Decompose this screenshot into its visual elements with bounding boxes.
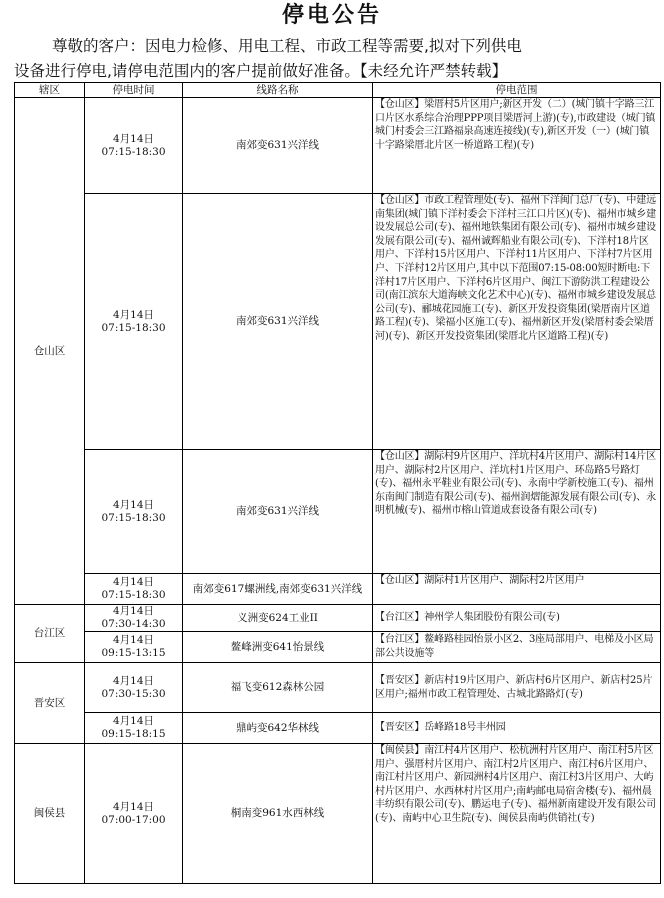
outage-date: 4月14日 (112, 498, 155, 511)
table-row (15, 450, 661, 574)
header-range: 停电范围 (373, 83, 661, 98)
time-cell (85, 98, 183, 194)
district-cell: 仓山区 (15, 98, 85, 605)
table-header-row (15, 83, 661, 98)
line-name-cell: 福飞变612森林公园 (183, 663, 373, 713)
line-name-cell: 南郊变631兴洋线 (183, 194, 373, 450)
page-title: 停电公告 (281, 3, 382, 28)
outage-date: 4月14日 (112, 605, 155, 617)
line-name-cell: 南郊变617螺洲线,南郊变631兴洋线 (183, 574, 373, 605)
time-cell (85, 663, 183, 713)
line-name-cell: 鳌峰洲变641怡景线 (183, 632, 373, 663)
outage-date: 4月14日 (112, 308, 155, 321)
outage-time-range: 07:15-18:30 (101, 589, 166, 601)
outage-date: 4月14日 (112, 674, 155, 687)
time-cell (85, 713, 183, 744)
outage-time-range: 09:15-18:15 (101, 728, 166, 740)
time-cell (85, 450, 183, 574)
outage-date: 4月14日 (112, 576, 155, 588)
table-body (15, 98, 661, 884)
district-cell: 台江区 (15, 605, 85, 663)
outage-range-cell: 【仓山区】湖际村9片区用户、洋坑村4片区用户、湖际村14片区用户、湖际村2片区用户、洋坑村1片区用户、环岛路5号路灯(专)、福州永平鞋业有限公司(专)、永南中学新校施工(专)、福州东南闽门制造有限公司(专)、福州润熠能源发展有限公司(专)、永明机械(专)、福州市榕山管道成套设备有限公司(专) (373, 450, 661, 574)
header-district: 辖区 (15, 83, 85, 98)
intro-line-1: 尊敬的客户：因电力检修、用电工程、市政工程等需要,拟对下列供电 (52, 37, 522, 55)
outage-date: 4月14日 (112, 715, 155, 727)
line-name-cell: 桐南变961水西林线 (183, 744, 373, 884)
outage-time-range: 07:30-15:30 (101, 687, 166, 700)
line-name-cell: 义洲变624工业II (183, 605, 373, 632)
outage-time-range: 07:30-14:30 (101, 618, 166, 630)
table-row (15, 744, 661, 884)
district-cell: 闽侯县 (15, 744, 85, 884)
table-row (15, 194, 661, 450)
outage-time-range: 07:00-17:00 (101, 813, 166, 826)
outage-table (14, 82, 661, 884)
outage-date: 4月14日 (112, 634, 155, 646)
outage-time-range: 07:15-18:30 (101, 511, 166, 524)
time-cell (85, 632, 183, 663)
intro-paragraph (14, 34, 660, 84)
table-row (15, 98, 661, 194)
line-name-cell: 鼎屿变642华林线 (183, 713, 373, 744)
outage-date: 4月14日 (112, 800, 155, 813)
header-line: 线路名称 (183, 83, 373, 98)
outage-range-cell: 【晋安区】新店村19片区用户、新店村6片区用户、新店村25片区用户;福州市政工程管理处、古城北路路灯(专) (373, 663, 661, 713)
table-row (15, 574, 661, 605)
outage-range-cell: 【台江区】鳌峰路桂园怡景小区2、3座局部用户、电梯及小区局部公共设施等 (373, 632, 661, 663)
outage-range-cell: 【晋安区】岳峰路18号丰州园 (373, 713, 661, 744)
outage-time-range: 09:15-13:15 (101, 647, 166, 659)
outage-time-range: 07:15-18:30 (101, 321, 166, 334)
outage-range-cell: 【仓山区】湖际村1片区用户、湖际村2片区用户 (373, 574, 661, 605)
header-time: 停电时间 (85, 83, 183, 98)
table-row (15, 632, 661, 663)
outage-range-cell: 【闽侯县】南江村4片区用户、松杭洲村片区用户、南江村5片区用户、强厝村片区用户、南江村2片区用户、南江村6片区用户、南江村片区用户、新园洲村4片区用户、南江村3片区用户、大屿村片区用户、水西林村片区用户;南屿邮电局宿舍楼(专)、福州晨丰纺织有限公司(专)、鹏运电子(专)、福州新南建设开发有限公司(专)、南屿中心卫生院(专)、闽侯县南屿供销社(专) (373, 744, 661, 884)
intro-line-2: 设备进行停电,请停电范围内的客户提前做好准备。【未经允许严禁转载】 (14, 62, 508, 80)
outage-range-cell: 【仓山区】市政工程管理处(专)、福州下洋闽门总厂(专)、中建远南集团(城门镇下洋村委会下洋村三江口片区)(专)、福州市城乡建设发展总公司(专)、福州地铁集团有限公司(专)、福州市城乡建设发展有限公司(专)、福州诚辉船业有限公司(专)、下洋村18片区用户、下洋村15片区用户、下洋村11片区用户、下洋村7片区用户、下洋村12片区用户,其中以下范围07:15-08:00短时断电:下洋村17片区用户、下洋村6片区用户、闽江下游防洪工程建设公司(南江滨东大道海峡文化艺术中心)(专)、福州市城乡建设发展总公司(专)、郦城花园施工(专)、新区开发投资集团(梁厝南片区道路工程)(专)、梁福小区施工(专)、福州新区开发(梁厝村委会梁厝河)(专)、新区开发投资集团(梁厝北片区道路工程)(专) (373, 194, 661, 450)
time-cell (85, 194, 183, 450)
outage-range-cell: 【台江区】神州学人集团股份有限公司(专) (373, 605, 661, 632)
outage-range-cell: 【仓山区】梁厝村5片区用户;新区开发（二）(城门镇十字路三江口片区水系综合治理PPP项目梁厝河上游)(专),市政建设（城门镇城门村委会三江路福泉高速连接线)(专),新区开发（一）(城门镇十字路梁厝北片区一桥道路工程)(专) (373, 98, 661, 194)
line-name-cell: 南郊变631兴洋线 (183, 98, 373, 194)
district-cell: 晋安区 (15, 663, 85, 744)
time-cell (85, 574, 183, 605)
table-row (15, 663, 661, 713)
line-name-cell: 南郊变631兴洋线 (183, 450, 373, 574)
time-cell (85, 605, 183, 632)
table-row (15, 713, 661, 744)
table-row (15, 605, 661, 632)
outage-date: 4月14日 (112, 132, 155, 145)
outage-time-range: 07:15-18:30 (101, 145, 166, 158)
time-cell (85, 744, 183, 884)
